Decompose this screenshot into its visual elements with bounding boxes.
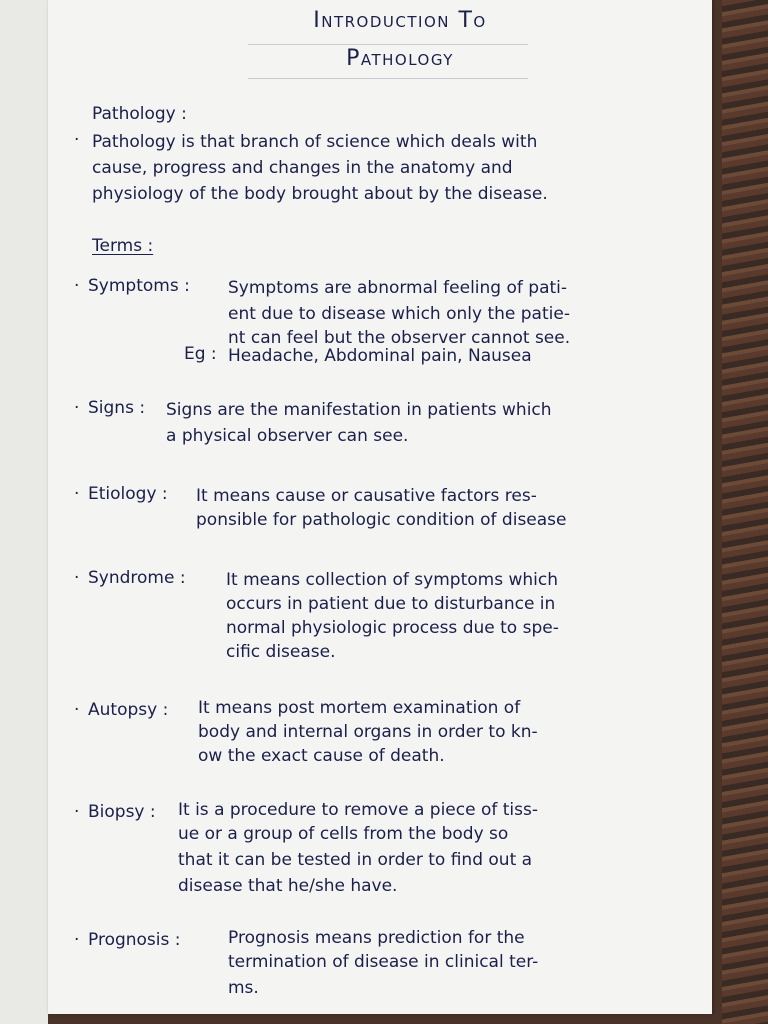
symptoms-line: nt can feel but the observer cannot see. [228, 328, 571, 348]
bullet: · [74, 568, 80, 588]
syndrome-line: occurs in patient due to disturbance in [226, 594, 556, 614]
signs-line: a physical observer can see. [166, 426, 409, 446]
prognosis-line: termination of disease in clinical ter- [228, 952, 539, 972]
term-prognosis: Prognosis : [88, 930, 181, 950]
term-biopsy: Biopsy : [88, 802, 156, 822]
term-syndrome: Syndrome : [88, 568, 186, 588]
biopsy-line: ue or a group of cells from the body so [178, 824, 509, 844]
syndrome-line: It means collection of symptoms which [226, 570, 558, 590]
etiology-line: It means cause or causative factors res- [196, 486, 537, 506]
terms-heading: Terms : [92, 236, 154, 256]
pathology-heading: Pathology : [92, 104, 187, 124]
bullet: · [74, 700, 80, 720]
term-signs: Signs : [88, 398, 146, 418]
biopsy-line: that it can be tested in order to find out a [178, 850, 533, 870]
autopsy-line: body and internal organs in order to kn- [198, 722, 538, 742]
etiology-line: ponsible for pathologic condition of disease [196, 510, 567, 530]
pathology-line: Pathology is that branch of science which deals with [92, 132, 538, 152]
term-etiology: Etiology : [88, 484, 168, 504]
term-symptoms: Symptoms : [88, 276, 190, 296]
background-cloth [722, 0, 768, 1024]
biopsy-line: disease that he/she have. [178, 876, 398, 896]
symptoms-line: Symptoms are abnormal feeling of pati- [228, 278, 568, 298]
signs-line: Signs are the manifestation in patients which [166, 400, 552, 420]
title-rule [248, 78, 528, 79]
title-rule [248, 44, 528, 45]
pathology-line: physiology of the body brought about by the disease. [92, 184, 548, 204]
symptoms-eg-text: Headache, Abdominal pain, Nausea [228, 346, 532, 366]
symptoms-eg-label: Eg : [184, 344, 217, 364]
term-autopsy: Autopsy : [88, 700, 169, 720]
prognosis-line: Prognosis means prediction for the [228, 928, 525, 948]
title-line-2: Pathology [346, 46, 454, 71]
title-line-1: Introduction To [313, 8, 487, 33]
syndrome-line: normal physiologic process due to spe- [226, 618, 559, 638]
autopsy-line: It means post mortem examination of [198, 698, 521, 718]
bullet: · [74, 398, 80, 418]
bullet: · [74, 802, 80, 822]
bullet: · [74, 930, 80, 950]
pathology-line: cause, progress and changes in the anatomy and [92, 158, 513, 178]
notebook-page [48, 0, 712, 1014]
bullet: · [74, 484, 80, 504]
bullet: · [74, 130, 80, 150]
left-page-edge [0, 0, 48, 1024]
symptoms-line: ent due to disease which only the patie- [228, 304, 570, 324]
prognosis-line: ms. [228, 978, 259, 998]
biopsy-line: It is a procedure to remove a piece of tiss- [178, 800, 539, 820]
autopsy-line: ow the exact cause of death. [198, 746, 445, 766]
bullet: · [74, 276, 80, 296]
syndrome-line: cific disease. [226, 642, 336, 662]
